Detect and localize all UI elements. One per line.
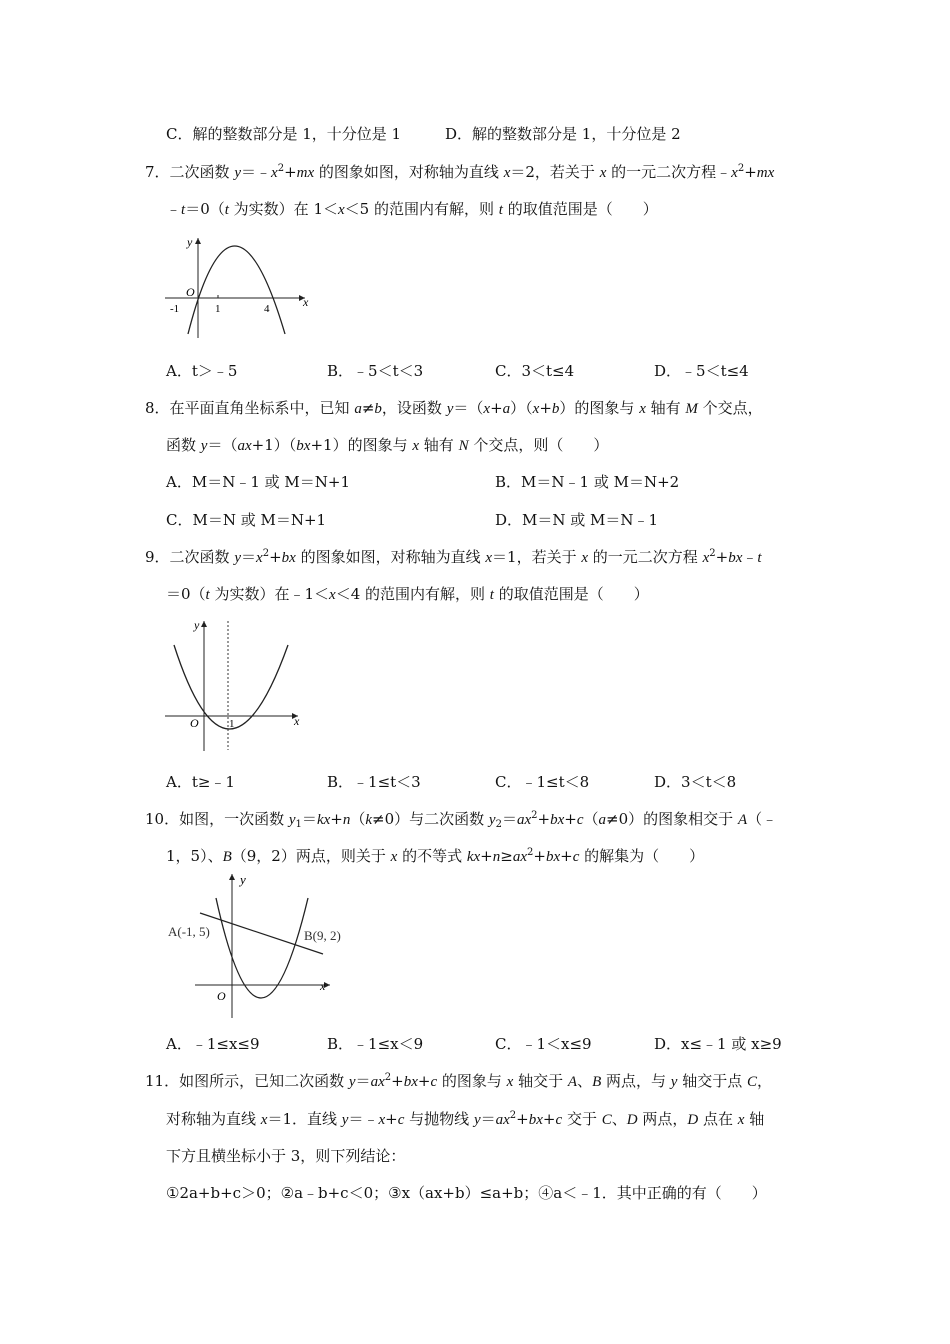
q9-parabola-graph [160, 615, 310, 755]
q7-tick-1: 1 [215, 303, 221, 315]
q8-option-d: D．M＝N 或 M＝N﹣1 [495, 511, 659, 529]
q10-origin-label: O [217, 989, 226, 1003]
q10-stem-line1: 10．如图，一次函数 $y_1=kx+n(k\ne 0)$与二次函数 $y_2=ax^2+bx+c(a\ne 0)$的图象相交于 A（﹣ [145, 810, 778, 830]
q7-stem-line1: 7．二次函数 $y=﹣x^2+mx$ 的图象如图，对称轴为直线 x＝2，若关于 x 的一元二次方程$﹣x^2+mx$ [145, 163, 775, 181]
q11-stem-line1: 11．如图所示，已知二次函数 $y=ax^2+bx+c$ 的图象与 x 轴交于 A、B 两点，与 y 轴交于点 C， [145, 1072, 773, 1090]
q7-y-label: y [187, 235, 193, 249]
q7-parabola-graph [160, 230, 320, 345]
q8-option-a: A．M＝N﹣1 或 M＝N+1 [166, 473, 350, 491]
q9-option-d: D．3＜t＜8 [654, 773, 737, 791]
q9-x-label: x [294, 714, 300, 728]
q7-option-a: A．t＞﹣5 [166, 362, 238, 380]
q9-option-a: A．t≥﹣1 [166, 773, 235, 791]
q10-point-a-label: A(-1, 5) [168, 924, 210, 939]
q7-origin-label: O [186, 285, 195, 299]
q9-tick-1: 1 [229, 718, 235, 730]
q8-stem-line2: 函数 y＝（ax+1）（bx+1）的图象与 x 轴有 N 个交点，则（ ） [166, 436, 609, 454]
q9-option-b: B．﹣1≤t＜3 [327, 773, 421, 791]
q9-stem-line1: 9．二次函数 $y=x^2+bx$ 的图象如图，对称轴为直线 x＝1，若关于 x 的一元二次方程 $x^2+bx﹣t$ [145, 548, 762, 566]
q9-stem-line2: ＝0（t 为实数）在﹣1＜x＜4 的范围内有解，则 t 的取值范围是（ ） [166, 585, 649, 603]
q10-stem-line2: 1，5）、B（9，2）两点，则关于 x 的不等式 $kx+n\ge ax^2+bx+c$ 的解集为（ ） [166, 847, 705, 865]
q10-y-label: y [240, 872, 246, 887]
q10-option-a: A．﹣1≤x≤9 [166, 1035, 260, 1053]
q7-x-label: x [303, 295, 309, 309]
q10-option-b: B．﹣1≤x＜9 [327, 1035, 424, 1053]
q8-option-c: C．M＝N 或 M＝N+1 [166, 511, 327, 529]
q10-x-label: x [320, 979, 326, 993]
q10-option-c: C．﹣1＜x≤9 [495, 1035, 592, 1053]
q7-option-b: B．﹣5＜t＜3 [327, 362, 424, 380]
q6-option-d: D．解的整数部分是 1，十分位是 2 [445, 125, 681, 143]
q7-option-c: C．3＜t≤4 [495, 362, 575, 380]
q10-intersection-graph [160, 868, 345, 1028]
q11-stem-line2: 对称轴为直线 x＝1．直线 y＝﹣x+c 与抛物线 $y=ax^2+bx+c$ 交于 C、D 两点，D 点在 x 轴 [166, 1110, 765, 1128]
q7-tick-4: 4 [264, 303, 270, 315]
q9-option-c: C．﹣1≤t＜8 [495, 773, 590, 791]
q11-stem-line3: 下方且横坐标小于 3，则下列结论： [166, 1147, 406, 1165]
q10-point-b-label: B(9, 2) [304, 928, 341, 943]
q9-y-label: y [194, 618, 200, 632]
q7-option-d: D．﹣5＜t≤4 [654, 362, 749, 380]
q7-stem-line2: ﹣t＝0（t 为实数）在 1＜x＜5 的范围内有解，则 t 的取值范围是（ ） [166, 200, 658, 218]
q11-statements: ①2a+b+c＞0；②a﹣b+c＜0；③x（ax+b）≤a+b；④a＜﹣1．其中正确的有（ ） [166, 1184, 767, 1202]
q6-option-c: C．解的整数部分是 1，十分位是 1 [166, 125, 402, 143]
q8-stem-line1: 8．在平面直角坐标系中，已知 a≠b，设函数 y＝（x+a）（x+b）的图象与 x 轴有 M 个交点， [145, 399, 763, 417]
q8-option-b: B．M＝N﹣1 或 M＝N+2 [495, 473, 680, 491]
q10-option-d: D．x≤﹣1 或 x≥9 [654, 1035, 782, 1053]
q7-tick-neg1: -1 [170, 303, 180, 315]
q9-origin-label: O [190, 716, 199, 730]
